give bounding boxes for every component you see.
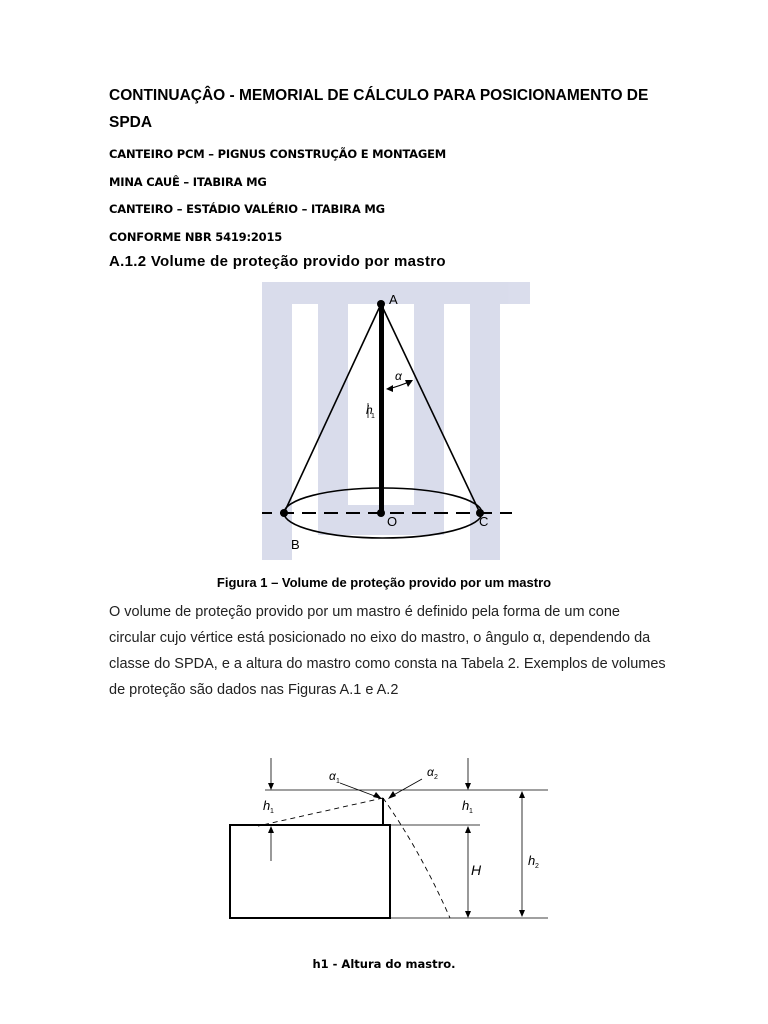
label-h1: h xyxy=(366,403,373,417)
figure-1-cone-diagram xyxy=(262,280,532,565)
figure-2-caption: h1 - Altura do mastro. xyxy=(312,957,456,971)
header-line-stadium: CANTEIRO – ESTÁDIO VALÉRIO – ITABIRA MG xyxy=(109,202,385,216)
body-paragraph: O volume de proteção provido por um mastro é definido pela forma de um cone circular cujo vértice está posicionado no eixo do mastro, o ângulo α, dependendo da classe do SPDA, e a altura do mastro como consta na Tabela 2. Exemplos de volumes de proteção são dados nas Figuras A.1 e A.2 xyxy=(109,604,666,698)
label-alpha: α xyxy=(395,369,402,383)
header-line-mine: MINA CAUÊ – ITABIRA MG xyxy=(109,175,267,189)
figure-2-mast-on-building-diagram xyxy=(200,730,570,950)
apex-point xyxy=(377,300,385,308)
point-b xyxy=(280,509,288,517)
label-h1-sub: 1 xyxy=(371,413,375,420)
label-c: C xyxy=(479,514,489,529)
header-line-standard: CONFORME NBR 5419:2015 xyxy=(109,230,283,244)
header-line-site: CANTEIRO PCM – PIGNUS CONSTRUÇÃO E MONTAGEM xyxy=(109,147,447,161)
label-alpha1: α xyxy=(329,769,336,783)
point-o xyxy=(377,509,385,517)
label-alpha2: α xyxy=(427,765,434,779)
figure-1-caption: Figura 1 – Volume de proteção provido por um mastro xyxy=(216,575,552,590)
mast xyxy=(379,304,384,515)
label-h1-right: h xyxy=(462,798,470,813)
label-b: B xyxy=(291,537,300,552)
building xyxy=(230,825,390,918)
document-title: CONTINUAÇÂO - MEMORIAL DE CÁLCULO PARA POSICIONAMENTO DE SPDA xyxy=(109,87,649,131)
label-alpha2-sub: 2 xyxy=(434,774,438,781)
label-h1-left-sub: 1 xyxy=(270,808,274,815)
label-h2: h xyxy=(528,853,536,868)
label-h2-sub: 2 xyxy=(535,863,539,870)
label-h1-right-sub: 1 xyxy=(469,808,473,815)
label-o: O xyxy=(387,514,398,529)
section-heading: A.1.2 Volume de proteção provido por mastro xyxy=(109,253,446,270)
label-a: A xyxy=(389,292,398,307)
label-building-height: H xyxy=(471,862,482,878)
label-alpha1-sub: 1 xyxy=(336,778,340,785)
label-h1-left: h xyxy=(263,798,271,813)
